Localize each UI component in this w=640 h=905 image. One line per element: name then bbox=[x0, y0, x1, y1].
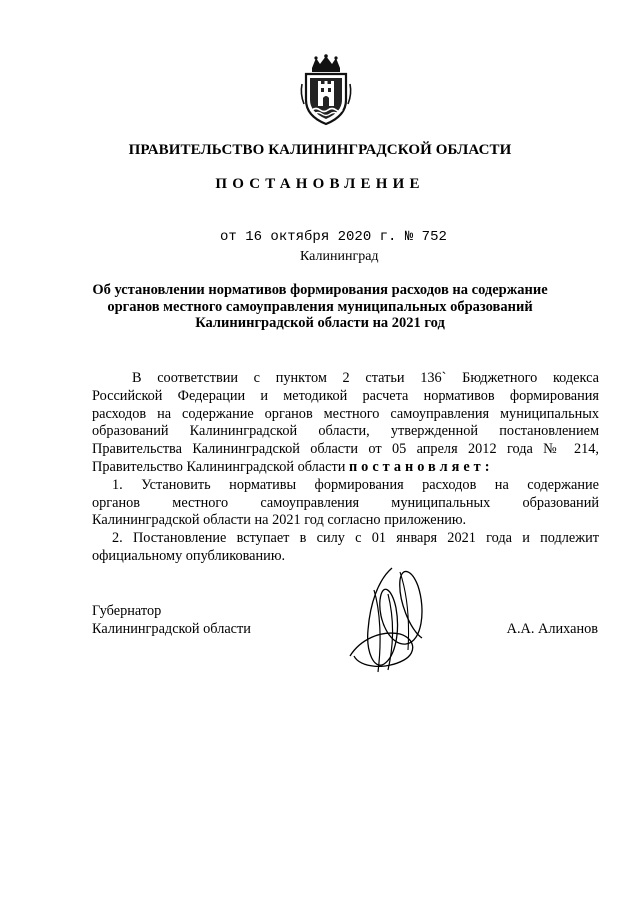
date-line bbox=[220, 229, 447, 245]
number-sign: № bbox=[404, 229, 414, 245]
document-type: ПОСТАНОВЛЕНИЕ bbox=[215, 176, 425, 192]
signatory-name: А.А. Алиханов bbox=[506, 621, 598, 637]
body-line: Калининградской области на 2021 год согласно приложению. bbox=[92, 512, 467, 529]
body-line: расходов на содержание органов местного самоуправления муниципальных bbox=[92, 405, 599, 422]
decree-word: постановляет: bbox=[348, 458, 494, 475]
organization-name: ПРАВИТЕЛЬСТВО КАЛИНИНГРАДСКОЙ ОБЛАСТИ bbox=[128, 142, 512, 158]
body-line: официальному опубликованию. bbox=[92, 547, 286, 564]
city: Калининград bbox=[300, 249, 379, 264]
title-line: органов местного самоуправления муниципальных образований bbox=[107, 298, 533, 315]
coat-of-arms-icon bbox=[298, 54, 354, 126]
document-title bbox=[0, 282, 640, 332]
body-line: образований Калининградской области, утвержденной постановлением bbox=[92, 423, 599, 440]
position-line: Калининградской области bbox=[92, 620, 251, 637]
handwritten-signature bbox=[330, 560, 440, 680]
body-line: Российской Федерации и методикой расчета нормативов формирования bbox=[92, 387, 599, 404]
title-line: Об установлении нормативов формирования расходов на содержание bbox=[92, 282, 548, 298]
document-body bbox=[92, 370, 599, 566]
body-line: 2. Постановление вступает в силу с 01 января 2021 года и подлежит bbox=[112, 530, 599, 547]
document-date: 16 октября 2020 г. bbox=[245, 229, 397, 245]
body-line: В соответствии с пунктом 2 статьи 136` Бюджетного кодекса bbox=[132, 370, 599, 386]
signatory-position bbox=[92, 603, 251, 639]
body-line: 1. Установить нормативы формирования расходов на содержание bbox=[112, 476, 599, 493]
body-line: Правительства Калининградской области от 05 апреля 2012 года № 214, bbox=[92, 441, 599, 458]
title-line: Калининградской области на 2021 год bbox=[195, 315, 445, 331]
body-line: органов местного самоуправления муниципальных образований bbox=[92, 494, 599, 511]
body-text: Правительство Калининградской области bbox=[92, 458, 346, 475]
position-line: Губернатор bbox=[92, 603, 162, 619]
document-number: 752 bbox=[421, 229, 447, 245]
body-line bbox=[92, 459, 599, 477]
date-prefix: от bbox=[220, 229, 237, 245]
